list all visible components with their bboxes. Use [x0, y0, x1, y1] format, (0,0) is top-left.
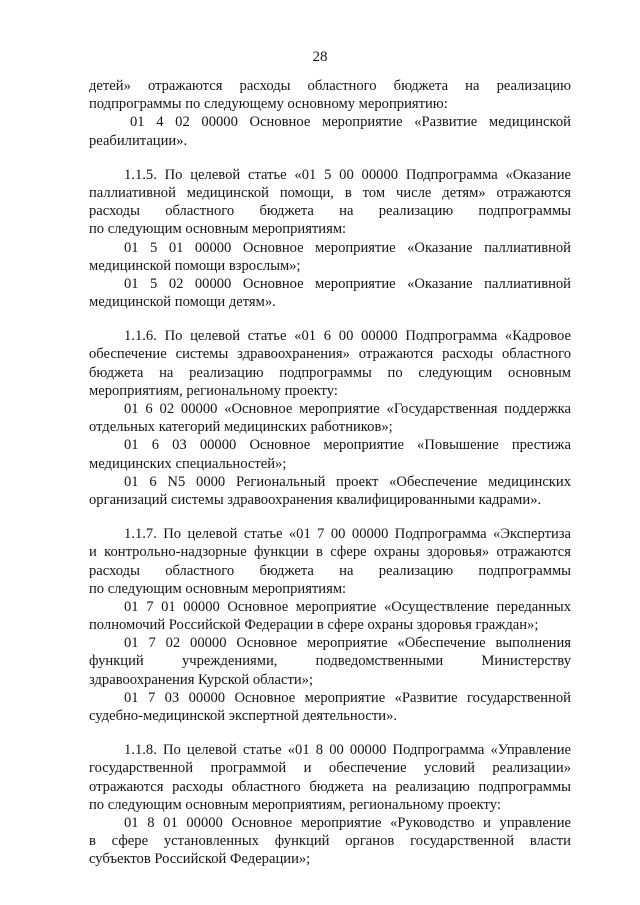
text-line: 1.1.7. По целевой статье «01 7 00 00000 Подпрограмма «Экспертиза	[124, 526, 571, 543]
paragraph	[89, 741, 571, 814]
text-line: 01 7 03 00000 Основное мероприятие «Развитие государственной	[124, 689, 571, 706]
text-line: 01 8 01 00000 Основное мероприятие «Руководство и управление	[124, 814, 571, 831]
paragraph	[89, 473, 571, 509]
paragraph	[89, 689, 571, 725]
text-line: субъектов Российской Федерации»;	[89, 851, 311, 868]
text-line: медицинской помощи взрослым»;	[89, 257, 301, 274]
paragraph	[89, 525, 571, 598]
paragraph	[89, 598, 571, 634]
text-line: отражаются расходы областного бюджета на реализацию подпрограммы	[89, 778, 571, 795]
paragraph	[89, 166, 571, 239]
paragraph	[89, 77, 571, 113]
text-line: 01 5 01 00000 Основное мероприятие «Оказание паллиативной	[124, 239, 571, 256]
text-line: 1.1.6. По целевой статье «01 6 00 00000 Подпрограмма «Кадровое	[124, 328, 571, 345]
text-line: 01 7 01 00000 Основное мероприятие «Осуществление переданных	[124, 598, 571, 615]
paragraph	[89, 814, 571, 869]
paragraph-spacer	[89, 725, 571, 741]
text-line: по следующим основным мероприятиям:	[89, 221, 347, 238]
text-line: паллиативной медицинской помощи, в том числе детям» отражаются	[89, 184, 571, 201]
text-line: реабилитации».	[89, 132, 188, 149]
paragraph	[89, 239, 571, 275]
text-line: полномочий Российской Федерации в сфере охраны здоровья граждан»;	[89, 617, 539, 634]
text-line: отдельных категорий медицинских работников»;	[89, 419, 393, 436]
text-line: детей» отражаются расходы областного бюджета на реализацию	[89, 78, 571, 94]
text-line: государственной программой и обеспечение условий реализации»	[89, 760, 571, 777]
text-line: по следующим основным мероприятиям, региональному проекту:	[89, 796, 501, 813]
text-line: подпрограммы по следующему основному мероприятию:	[89, 96, 448, 113]
paragraph	[89, 113, 571, 149]
text-line: 1.1.5. По целевой статье «01 5 00 00000 Подпрограмма «Оказание	[124, 166, 571, 183]
text-line: медицинской помощи детям».	[89, 294, 276, 311]
text-line: и контрольно-надзорные функции в сфере охраны здоровья» отражаются	[89, 544, 571, 561]
paragraph-spacer	[89, 509, 571, 525]
text-line: 01 7 02 00000 Основное мероприятие «Обеспечение выполнения	[124, 635, 571, 652]
paragraph	[89, 436, 571, 472]
text-line: в сфере установленных функций органов государственной власти	[89, 833, 571, 850]
text-line: здравоохранения Курской области»;	[89, 671, 314, 688]
paragraph	[89, 327, 571, 400]
text-line: расходы областного бюджета на реализацию подпрограммы	[89, 203, 571, 220]
text-line: 01 6 N5 0000 Региональный проект «Обеспечение медицинских	[124, 473, 571, 490]
text-line: 01 5 02 00000 Основное мероприятие «Оказание паллиативной	[124, 275, 571, 292]
text-line: бюджета на реализацию подпрограммы по следующим основным	[89, 364, 571, 381]
paragraph-spacer	[89, 150, 571, 166]
document-body	[89, 77, 571, 869]
page-number: 28	[312, 49, 328, 65]
paragraph	[89, 634, 571, 689]
text-line: 01 4 02 00000 Основное мероприятие «Развитие медицинской	[130, 114, 571, 131]
text-line: обеспечение системы здравоохранения» отражаются расходы областного	[89, 346, 571, 363]
text-line: 1.1.8. По целевой статье «01 8 00 00000 Подпрограмма «Управление	[124, 742, 571, 759]
text-line: расходы областного бюджета на реализацию подпрограммы	[89, 562, 571, 579]
paragraph	[89, 400, 571, 436]
text-line: организаций системы здравоохранения квалифицированными кадрами».	[89, 491, 542, 508]
paragraph	[89, 275, 571, 311]
text-line: 01 6 02 00000 «Основное мероприятие «Государственная поддержка	[124, 401, 571, 417]
text-line: 01 6 03 00000 Основное мероприятие «Повышение престижа	[124, 437, 571, 454]
text-line: функций учреждениями, подведомственными Министерству	[89, 653, 571, 670]
text-line: мероприятиям, региональному проекту:	[89, 382, 338, 399]
paragraph-spacer	[89, 311, 571, 327]
text-line: по следующим основным мероприятиям:	[89, 580, 347, 597]
text-line: медицинских специальностей»;	[89, 455, 287, 472]
text-line: судебно-медицинской экспертной деятельности».	[89, 708, 398, 724]
